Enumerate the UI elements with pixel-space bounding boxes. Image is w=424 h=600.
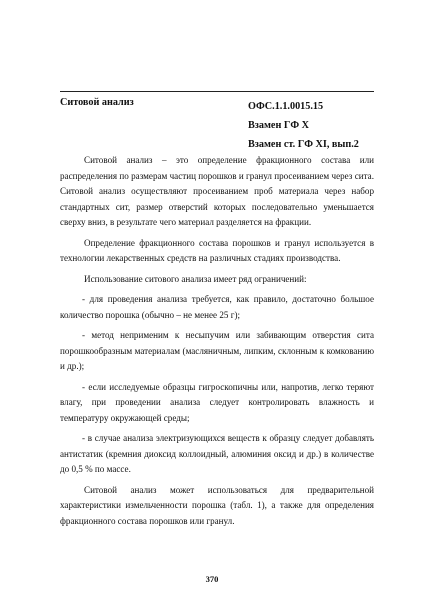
paragraph-usage: Определение фракционного состава порошков и гранул используется в технологии лекарственных средств на различных стадиях производства.	[60, 237, 374, 263]
replaces-line-1: Взамен ГФ X	[248, 120, 309, 131]
paragraph-limitations-intro: Использование ситового анализа имеет ряд ограничений:	[84, 273, 307, 284]
paragraph-characterization: Ситовой анализ может использоваться для предварительной характеристики измельченности порошка (табл. 1), а также для определения фракционного состава порошков или гранул.	[60, 484, 374, 526]
monograph-title: Ситовой анализ	[60, 97, 134, 108]
replaces-line-2: Взамен ст. ГФ XI, вып.2	[248, 139, 359, 150]
list-item-sample-size: - для проведения анализа требуется, как правило, достаточно большое количество порошка (обычно – не менее 25 г);	[60, 294, 374, 320]
body-text	[60, 153, 374, 534]
list-item-electrostatic: - в случае анализа электризующихся веществ к образцу следует добавлять антистатик (кремния диоксид коллоидный, алюминия оксид и др.) в количестве до 0,5 % по массе.	[60, 433, 374, 474]
monograph-header-info	[248, 97, 359, 154]
header-rule	[60, 91, 374, 92]
list-item-non-flowing: - метод неприменим к несыпучим или забивающим отверстия сита порошкообразным материалам (масляничным, липким, склонным к комкованию и др.);	[60, 330, 374, 371]
list-item-hygroscopic: - если исследуемые образцы гигроскопичны или, напротив, легко теряют влагу, при проведении анализа следует контролировать влажность и температуру окружающей среды;	[60, 381, 374, 423]
paragraph-definition: Ситовой анализ – это определение фракционного состава или распределения по размерам частиц порошков и гранул просеиванием через сита. Ситовой анализ осуществляют просеиванием проб материала через набор стандартных сит, размер отверстий которых последовательно уменьшается сверху вниз, в результате чего материал разделяется на фракции.	[60, 155, 374, 227]
monograph-code: ОФС.1.1.0015.15	[248, 101, 324, 112]
page-number: 370	[205, 574, 219, 584]
